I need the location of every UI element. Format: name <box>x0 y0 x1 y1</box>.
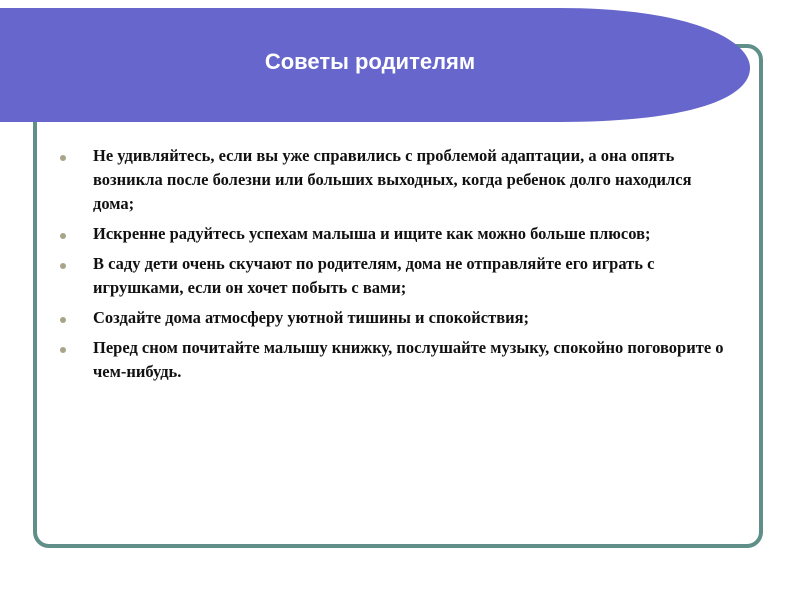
bullet-dot-icon <box>60 233 66 239</box>
list-item-text: В саду дети очень скучают по родителям, дома не отправляйте его играть с игрушками, если он хочет побыть с вами; <box>93 254 655 297</box>
list-item-text: Искренне радуйтесь успехам малыша и ищите как можно больше плюсов; <box>93 224 651 243</box>
tips-list <box>60 144 725 390</box>
list-item <box>60 336 725 384</box>
bullet-dot-icon <box>60 263 66 269</box>
bullet-dot-icon <box>60 347 66 353</box>
list-item <box>60 144 725 216</box>
slide-title: Советы родителям <box>264 49 476 74</box>
list-item-text: Не удивляйтесь, если вы уже справились с проблемой адаптации, а она опять возникла после болезни или больших выходных, когда ребенок долго находился дома; <box>93 146 692 213</box>
bullet-dot-icon <box>60 155 66 161</box>
bullet-dot-icon <box>60 317 66 323</box>
list-item <box>60 252 725 300</box>
list-item-text: Перед сном почитайте малышу книжку, послушайте музыку, спокойно поговорите о чем-нибудь. <box>93 338 724 381</box>
list-item <box>60 306 725 330</box>
list-item <box>60 222 725 246</box>
list-item-text: Создайте дома атмосферу уютной тишины и спокойствия; <box>93 308 530 327</box>
